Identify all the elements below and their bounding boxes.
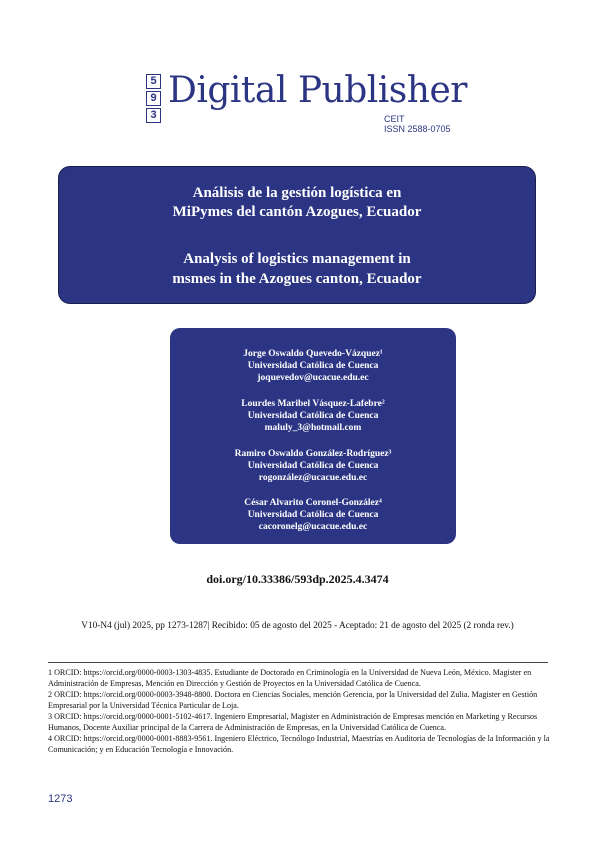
author-block	[170, 497, 456, 533]
author-affiliation: Universidad Católica de Cuenca	[247, 361, 379, 371]
author-name: Jorge Oswaldo Quevedo-Vázquez¹	[243, 349, 383, 359]
title-es-line2: MiPymes del cantón Azogues, Ecuador	[172, 204, 422, 220]
author-block	[170, 398, 456, 434]
author-name: Ramiro Oswaldo González-Rodríguez³	[234, 449, 392, 459]
author-affiliation: Universidad Católica de Cuenca	[247, 461, 379, 471]
footnote-divider	[48, 662, 548, 663]
footnote: 1 ORCID: https://orcid.org/0000-0003-1303-4835. Estudiante de Doctorado en Criminología en la Universidad de Nueva León, México. Magister en Administración de Empresas, Mención en Dirección y Gestión de Proyectos en la Universidad Católica de Cuenca.	[48, 668, 532, 688]
footnote: 4 ORCID: https://orcid.org/0000-0001-8883-9561. Ingeniero Eléctrico, Tecnólogo Industrial, Maestrías en Auditoria de Tecnologías de la Información y la Comunicación; y en Educación Tecnología e Innovación.	[48, 734, 550, 754]
page-number: 1273	[48, 793, 73, 805]
logo-ceit: CEIT	[384, 114, 405, 124]
author-affiliation: Universidad Católica de Cuenca	[247, 411, 379, 421]
footnote: 3 ORCID: https://orcid.org/0000-0001-5102-4617. Ingeniero Empresarial, Magister en Administración de Empresas mención en Marketing y Recursos Humanos, Docente Auxiliar principal de la Carrera de Administración de Empresas, en la Universidad Católica de Cuenca.	[48, 712, 538, 732]
title-box	[58, 166, 536, 304]
authors-box	[170, 328, 456, 544]
footnotes	[48, 667, 553, 755]
title-es-line1: Análisis de la gestión logística en	[192, 185, 402, 201]
logo-digit: 5	[146, 74, 161, 89]
doi-link[interactable]: doi.org/10.33386/593dp.2025.4.3474	[206, 572, 389, 586]
author-email[interactable]: joquevedov@ucacue.edu.ec	[257, 373, 369, 383]
footnote: 2 ORCID: https://orcid.org/0000-0003-3948-8800. Doctora en Ciencias Sociales, mención Gerencia, por la Universidad del Zulia. Magister en Gestión Empresarial por la Universidad Técnica Particular de Loja.	[48, 690, 538, 710]
author-email[interactable]: rogonzález@ucacue.edu.ec	[258, 473, 368, 483]
author-name: Lourdes Maribel Vásquez-Lafebre²	[241, 399, 385, 409]
author-email[interactable]: cacoronelg@ucacue.edu.ec	[258, 522, 368, 532]
logo-digit: 3	[146, 108, 161, 123]
title-en-line2: msmes in the Azogues canton, Ecuador	[172, 271, 422, 287]
title-en-line1: Analysis of logistics management in	[183, 251, 411, 267]
author-email[interactable]: maluly_3@hotmail.com	[264, 423, 362, 433]
journal-logo	[146, 70, 466, 140]
logo-name: Digital Publisher	[168, 70, 467, 111]
author-block	[170, 448, 456, 484]
author-block	[170, 348, 456, 384]
author-affiliation: Universidad Católica de Cuenca	[247, 510, 379, 520]
logo-digit: 9	[146, 91, 161, 106]
logo-issn: ISSN 2588-0705	[384, 124, 451, 134]
publication-meta: V10-N4 (jul) 2025, pp 1273-1287| Recibido: 05 de agosto del 2025 - Aceptado: 21 de agosto del 2025 (2 ronda rev.)	[81, 621, 514, 631]
logo-digits	[146, 74, 162, 125]
author-name: César Alvarito Coronel-González⁴	[244, 498, 382, 508]
